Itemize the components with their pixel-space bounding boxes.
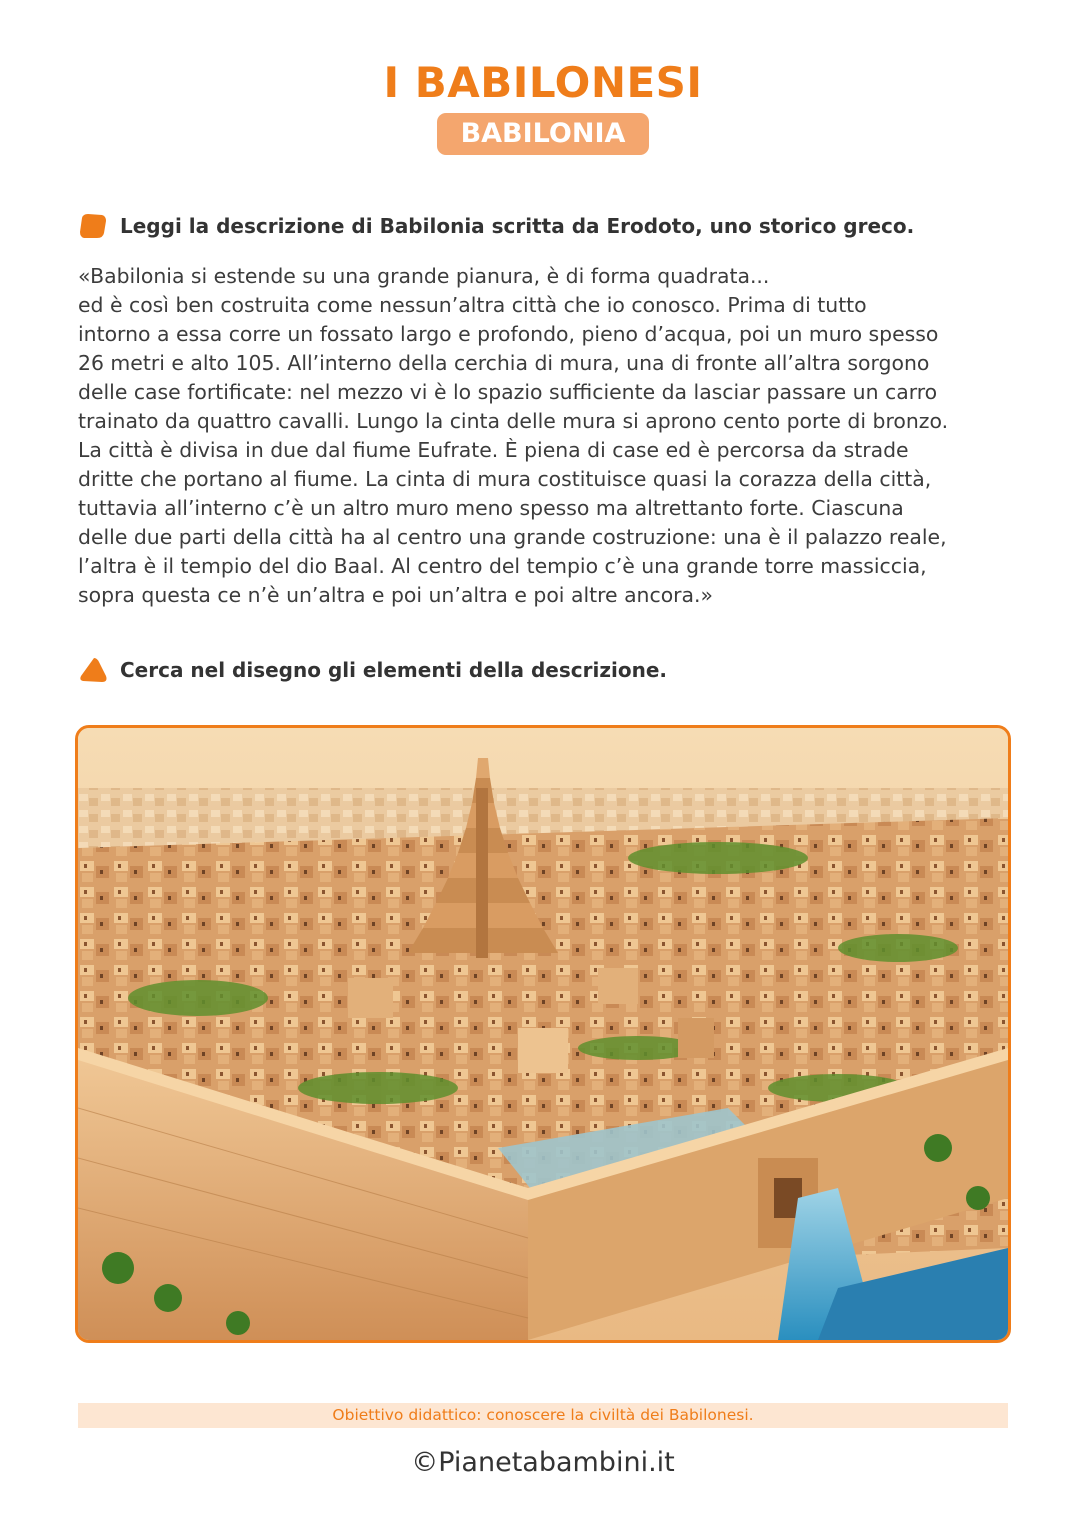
passage-line: 26 metri e alto 105. All’interno della cerchia di mura, una di fronte all’altra sorgono (78, 351, 930, 375)
instruction-read (78, 212, 914, 240)
subtitle-badge: BABILONIA (437, 113, 650, 155)
passage-line: «Babilonia si estende su una grande pianura, è di forma quadrata... (78, 264, 770, 288)
orange-blob-icon (78, 212, 108, 240)
passage-line: delle due parti della città ha al centro una grande costruzione: una è il palazzo reale, (78, 525, 947, 549)
passage-line: ed è così ben costruita come nessun’altra città che io conosco. Prima di tutto (78, 293, 867, 317)
passage-line: l’altra è il tempio del dio Baal. Al centro del tempio c’è una grande torre massiccia, (78, 554, 927, 578)
passage-line: dritte che portano al fiume. La cinta di mura costituisce quasi la corazza della città, (78, 467, 932, 491)
herodotus-passage (78, 262, 1013, 610)
passage-line: sopra questa ce n’è un’altra e poi un’altra e poi altre ancora.» (78, 583, 714, 607)
subtitle-container (0, 113, 1086, 155)
passage-line: La città è divisa in due dal fiume Eufrate. È piena di case ed è percorsa da strade (78, 438, 909, 462)
passage-line: trainato da quattro cavalli. Lungo la cinta delle mura si aprono cento porte di bronzo. (78, 409, 949, 433)
passage-line: delle case fortificate: nel mezzo vi è lo spazio sufficiente da lasciar passare un carro (78, 380, 938, 404)
passage-line: tuttavia all’interno c’è un altro muro meno spesso ma altrettanto forte. Ciascuna (78, 496, 904, 520)
instruction-read-text: Leggi la descrizione di Babilonia scritta da Erodoto, uno storico greco. (120, 214, 915, 238)
copyright-footer: ©Pianetabambini.it (411, 1447, 675, 1478)
instruction-search-text: Cerca nel disegno gli elementi della descrizione. (120, 658, 667, 682)
babylon-city-illustration (78, 728, 1008, 1340)
passage-line: intorno a essa corre un fossato largo e profondo, pieno d’acqua, poi un muro spesso (78, 322, 939, 346)
page-title: I BABILONESI (383, 58, 703, 107)
babylon-illustration-frame (75, 725, 1011, 1343)
instruction-search (78, 656, 667, 684)
learning-objective: Obiettivo didattico: conoscere la civiltà dei Babilonesi. (78, 1403, 1008, 1428)
orange-triangle-icon (78, 656, 108, 684)
